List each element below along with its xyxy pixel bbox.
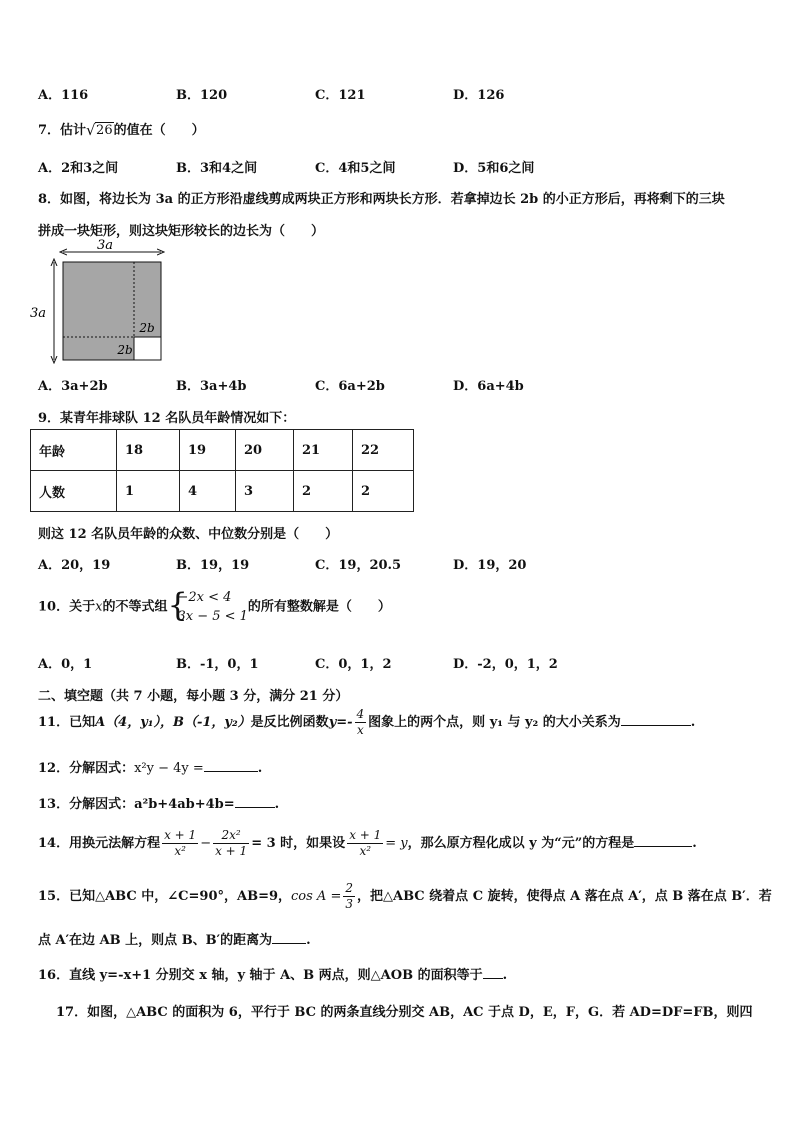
- top-label: 3a: [96, 238, 114, 253]
- q8-figure: [30, 238, 170, 368]
- q9-option-a: A．20，19: [38, 558, 111, 573]
- q6-option-c: C．121: [315, 88, 366, 103]
- left-label: 3a: [30, 306, 47, 321]
- fraction: $\frac{2}{3}$: [345, 881, 353, 911]
- inequality-system: { −2x < 4 3x − 5 < 1: [167, 586, 248, 624]
- table-cell: 19: [180, 430, 236, 471]
- q8-option-c: C．6a+2b: [315, 379, 385, 394]
- answer-blank[interactable]: [272, 931, 306, 944]
- section-heading: 二、填空题（共 7 小题，每小题 3 分，满分 21 分）: [38, 689, 349, 704]
- table-cell: 20: [236, 430, 294, 471]
- q10-option-d: D．-2，0，1，2: [453, 657, 558, 672]
- table-cell: 3: [236, 471, 294, 512]
- table-cell: 18: [117, 430, 180, 471]
- q10-stem: 10．关于x的不等式组 { −2x < 4 3x − 5 < 1 的所有整数解是（ ）: [38, 586, 391, 624]
- q13-stem: 13．分解因式：a²b+4ab+4b= .: [38, 797, 280, 812]
- table-cell: 年龄: [31, 430, 117, 471]
- q14-stem: 14．用换元法解方程 $\frac{x + 1}{\text{x²}}$ − $\frac{\text{2x²}}{x + 1}$ = 3 时，如果设 $\frac{x + 1}{\text{x²}}$ = y，那么原方程化成以 y 为“元”的方程是 .: [38, 828, 697, 858]
- table-cell: 1: [117, 471, 180, 512]
- q9-option-c: C．19，20.5: [315, 558, 402, 573]
- q6-option-a: A．116: [38, 88, 89, 103]
- q6-option-d: D．126: [453, 88, 505, 103]
- q8-option-d: D．6a+4b: [453, 379, 524, 394]
- q8-stem-line2: 拼成一块矩形，则这块矩形较长的边长为（ ）: [38, 224, 325, 239]
- q15-stem-line1: 15．已知△ABC 中，∠C=90°，AB=9，cos A = $\frac{2}{3}$ ，把△ABC 绕着点 C 旋转，使得点 A 落在点 A′，点 B 落在点 B′．若: [38, 881, 772, 911]
- q9-question: 则这 12 名队员年龄的众数、中位数分别是（ ）: [38, 527, 339, 542]
- fraction: $\frac{x + 1}{\text{x²}}$: [349, 828, 382, 858]
- table-cell: 人数: [31, 471, 117, 512]
- fraction: $\frac{\text{2x²}}{x + 1}$: [215, 828, 248, 858]
- q16-stem: 16．直线 y=-x+1 分别交 x 轴，y 轴于 A、B 两点，则△AOB 的面积等于 .: [38, 968, 508, 983]
- q8-option-a: A．3a+2b: [38, 379, 108, 394]
- q12-stem: 12．分解因式：x²y − 4y = .: [38, 761, 263, 776]
- fraction: $\frac{x + 1}{\text{x²}}$: [164, 828, 197, 858]
- sqrt-symbol: √ 26: [86, 121, 113, 139]
- answer-blank[interactable]: [621, 713, 691, 726]
- q8-stem-line1: 8．如图，将边长为 3a 的正方形沿虚线剪成两块正方形和两块长方形．若拿掉边长 2b 的小正方形后，再将剩下的三块: [38, 192, 725, 207]
- q7-stem: 7．估计 √ 26的值在（ ）: [38, 121, 205, 139]
- q9-stem: 9．某青年排球队 12 名队员年龄情况如下：: [38, 411, 296, 426]
- answer-blank[interactable]: [483, 966, 503, 979]
- q6-option-b: B．120: [176, 88, 228, 103]
- q7-option-a: A．2和3之间: [38, 161, 119, 176]
- q7-option-c: C．4和5之间: [315, 161, 396, 176]
- table-row: [31, 471, 414, 512]
- fraction: $\frac{4}{x}$: [356, 707, 365, 737]
- q10-option-c: C．0，1，2: [315, 657, 392, 672]
- answer-blank[interactable]: [634, 834, 692, 847]
- table-cell: 2: [294, 471, 353, 512]
- age-table: [30, 429, 414, 512]
- q10-option-a: A．0，1: [38, 657, 93, 672]
- q9-option-b: B．19，19: [176, 558, 250, 573]
- table-row: [31, 430, 414, 471]
- table-cell: 21: [294, 430, 353, 471]
- removed-small-square: [134, 337, 161, 360]
- q11-stem: 11．已知A（4，y₁），B（-1，y₂）是反比例函数y=- $\frac{4}{x}$ 图象上的两个点，则 y₁ 与 y₂ 的大小关系为 .: [38, 707, 696, 737]
- q8-option-b: B．3a+4b: [176, 379, 247, 394]
- table-cell: 22: [353, 430, 414, 471]
- q17-stem: 17．如图，△ABC 的面积为 6，平行于 BC 的两条直线分别交 AB，AC 于点 D，E，F，G．若 AD=DF=FB，则四: [56, 1005, 753, 1020]
- table-cell: 4: [180, 471, 236, 512]
- q10-option-b: B．-1，0，1: [176, 657, 259, 672]
- q9-option-d: D．19，20: [453, 558, 527, 573]
- table-cell: 2: [353, 471, 414, 512]
- answer-blank[interactable]: [235, 795, 275, 808]
- answer-blank[interactable]: [204, 759, 258, 772]
- q15-stem-line2: 点 A′在边 AB 上，则点 B、B′的距离为 .: [38, 933, 311, 948]
- bottom-2b-label: 2b: [117, 343, 133, 357]
- q7-option-d: D．5和6之间: [453, 161, 535, 176]
- q7-option-b: B．3和4之间: [176, 161, 258, 176]
- right-2b-label: 2b: [139, 321, 155, 335]
